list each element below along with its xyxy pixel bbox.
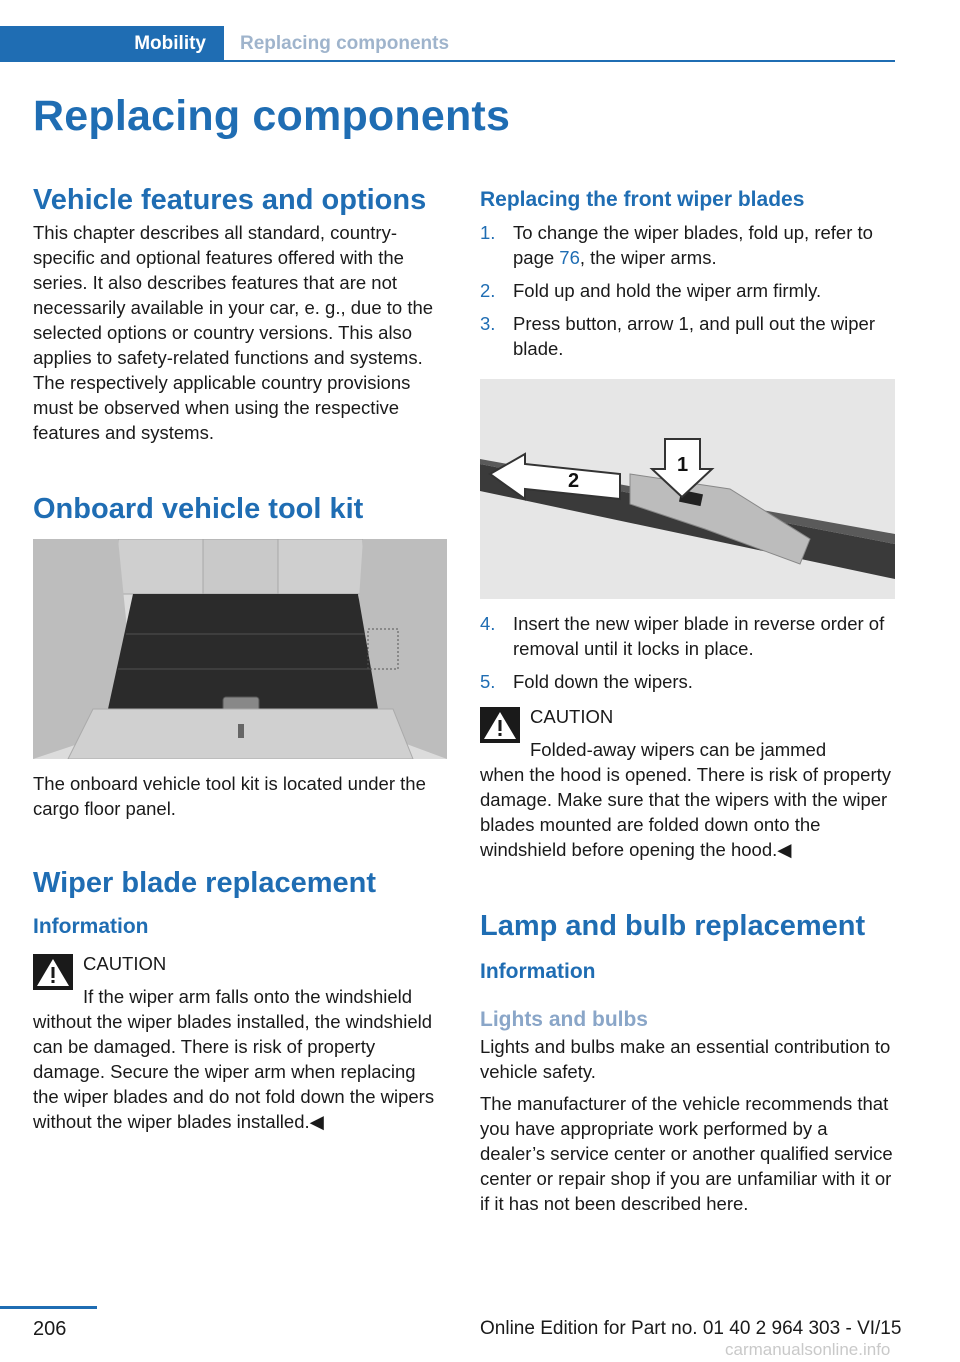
caution-first-line: If the wiper arm falls onto the windshield (83, 986, 413, 1007)
step-number: 5. (480, 671, 496, 692)
header-rule (224, 60, 895, 62)
step-text: Press button, arrow 1, and pull out the wiper blade. (513, 313, 875, 359)
heading-front-wiper: Replacing the front wiper blades (480, 188, 805, 211)
page-number: 206 (33, 1318, 67, 1340)
step-text-end: , the wiper arms. (579, 247, 717, 268)
step-text: Fold down the wipers. (513, 671, 693, 692)
list-item (480, 220, 896, 270)
cargo-area-image (33, 539, 447, 759)
caution-text: when the hood is opened. There is risk of property damage. Make sure that the wipers with the wiper blades mounted are folded down onto the windshield before opening the hood.◀ (480, 764, 892, 860)
heading-information: Information (33, 915, 149, 938)
step-number: 2. (480, 280, 496, 301)
left-column (33, 180, 445, 1134)
heading-tool-kit: Onboard vehicle tool kit (33, 493, 364, 525)
caution-block (480, 704, 896, 862)
steps-list-2 (480, 611, 896, 694)
list-item (480, 611, 896, 661)
step-text: Insert the new wiper blade in reverse order of removal until it locks in place. (513, 613, 885, 659)
page-title: Replacing components (33, 92, 511, 140)
paragraph-vehicle-features: This chapter describes all standard, country-specific and optional features offered with the series. It also describes features that are not necessarily available in your car, e. g., due to the selected options or country versions. This also applies to safety-related functions and systems. The respectively applicable country provisions must be observed when using the respective features and systems. (33, 222, 434, 443)
steps-list-1 (480, 220, 896, 361)
step-number: 4. (480, 613, 496, 634)
right-column (480, 180, 896, 1216)
section-tab: Mobility (0, 26, 224, 62)
cargo-area-illustration (33, 539, 447, 759)
heading-wiper-replacement: Wiper blade replacement (33, 867, 377, 899)
caution-first-line: Folded-away wipers can be jammed (530, 739, 827, 760)
watermark: carmanualsonline.info (725, 1340, 891, 1359)
list-item (480, 278, 896, 303)
caution-block (33, 951, 445, 1134)
running-header (0, 26, 895, 62)
warning-triangle-icon (480, 707, 520, 743)
caution-text: without the wiper blades installed, the windshield can be damaged. There is risk of property damage. Secure the wiper arm when replacing the wiper blades and do not fold down the wipers without the wiper blades installed.◀ (33, 1011, 435, 1132)
list-item (480, 311, 896, 361)
heading-information: Information (480, 960, 596, 983)
page-reference-link[interactable]: 76 (559, 247, 580, 268)
list-item (480, 669, 896, 694)
warning-triangle-icon (33, 954, 73, 990)
step-number: 1. (480, 222, 496, 243)
heading-lamp-replacement: Lamp and bulb replacement (480, 910, 866, 942)
arrow-1-label: 1 (677, 454, 689, 476)
paragraph-lights-2: The manufacturer of the vehicle recommends that you have appropriate work performed by a dealer’s service center or another qualified service center or repair shop if you are unfamiliar with it or if it has not been described here. (480, 1093, 893, 1214)
heading-vehicle-features: Vehicle features and options (33, 184, 427, 216)
step-text: Fold up and hold the wiper arm firmly. (513, 280, 822, 301)
paragraph-lights-1: Lights and bulbs make an essential contribution to vehicle safety. (480, 1036, 891, 1082)
paragraph-tool-kit: The onboard vehicle tool kit is located under the cargo floor panel. (33, 773, 426, 819)
arrow-2-label: 2 (568, 470, 580, 492)
step-text: To change the wiper blades, fold up, refer to page (513, 222, 873, 268)
edition-footer: Online Edition for Part no. 01 40 2 964 303 - VI/15 (480, 1318, 902, 1339)
step-number: 3. (480, 313, 496, 334)
wiper-blade-image (480, 379, 895, 599)
wiper-blade-illustration (480, 379, 895, 599)
breadcrumb: Replacing components (240, 33, 450, 54)
heading-lights-bulbs: Lights and bulbs (480, 1008, 648, 1031)
page-number-rule (0, 1306, 97, 1309)
caution-title: CAUTION (83, 953, 167, 974)
caution-title: CAUTION (530, 706, 614, 727)
